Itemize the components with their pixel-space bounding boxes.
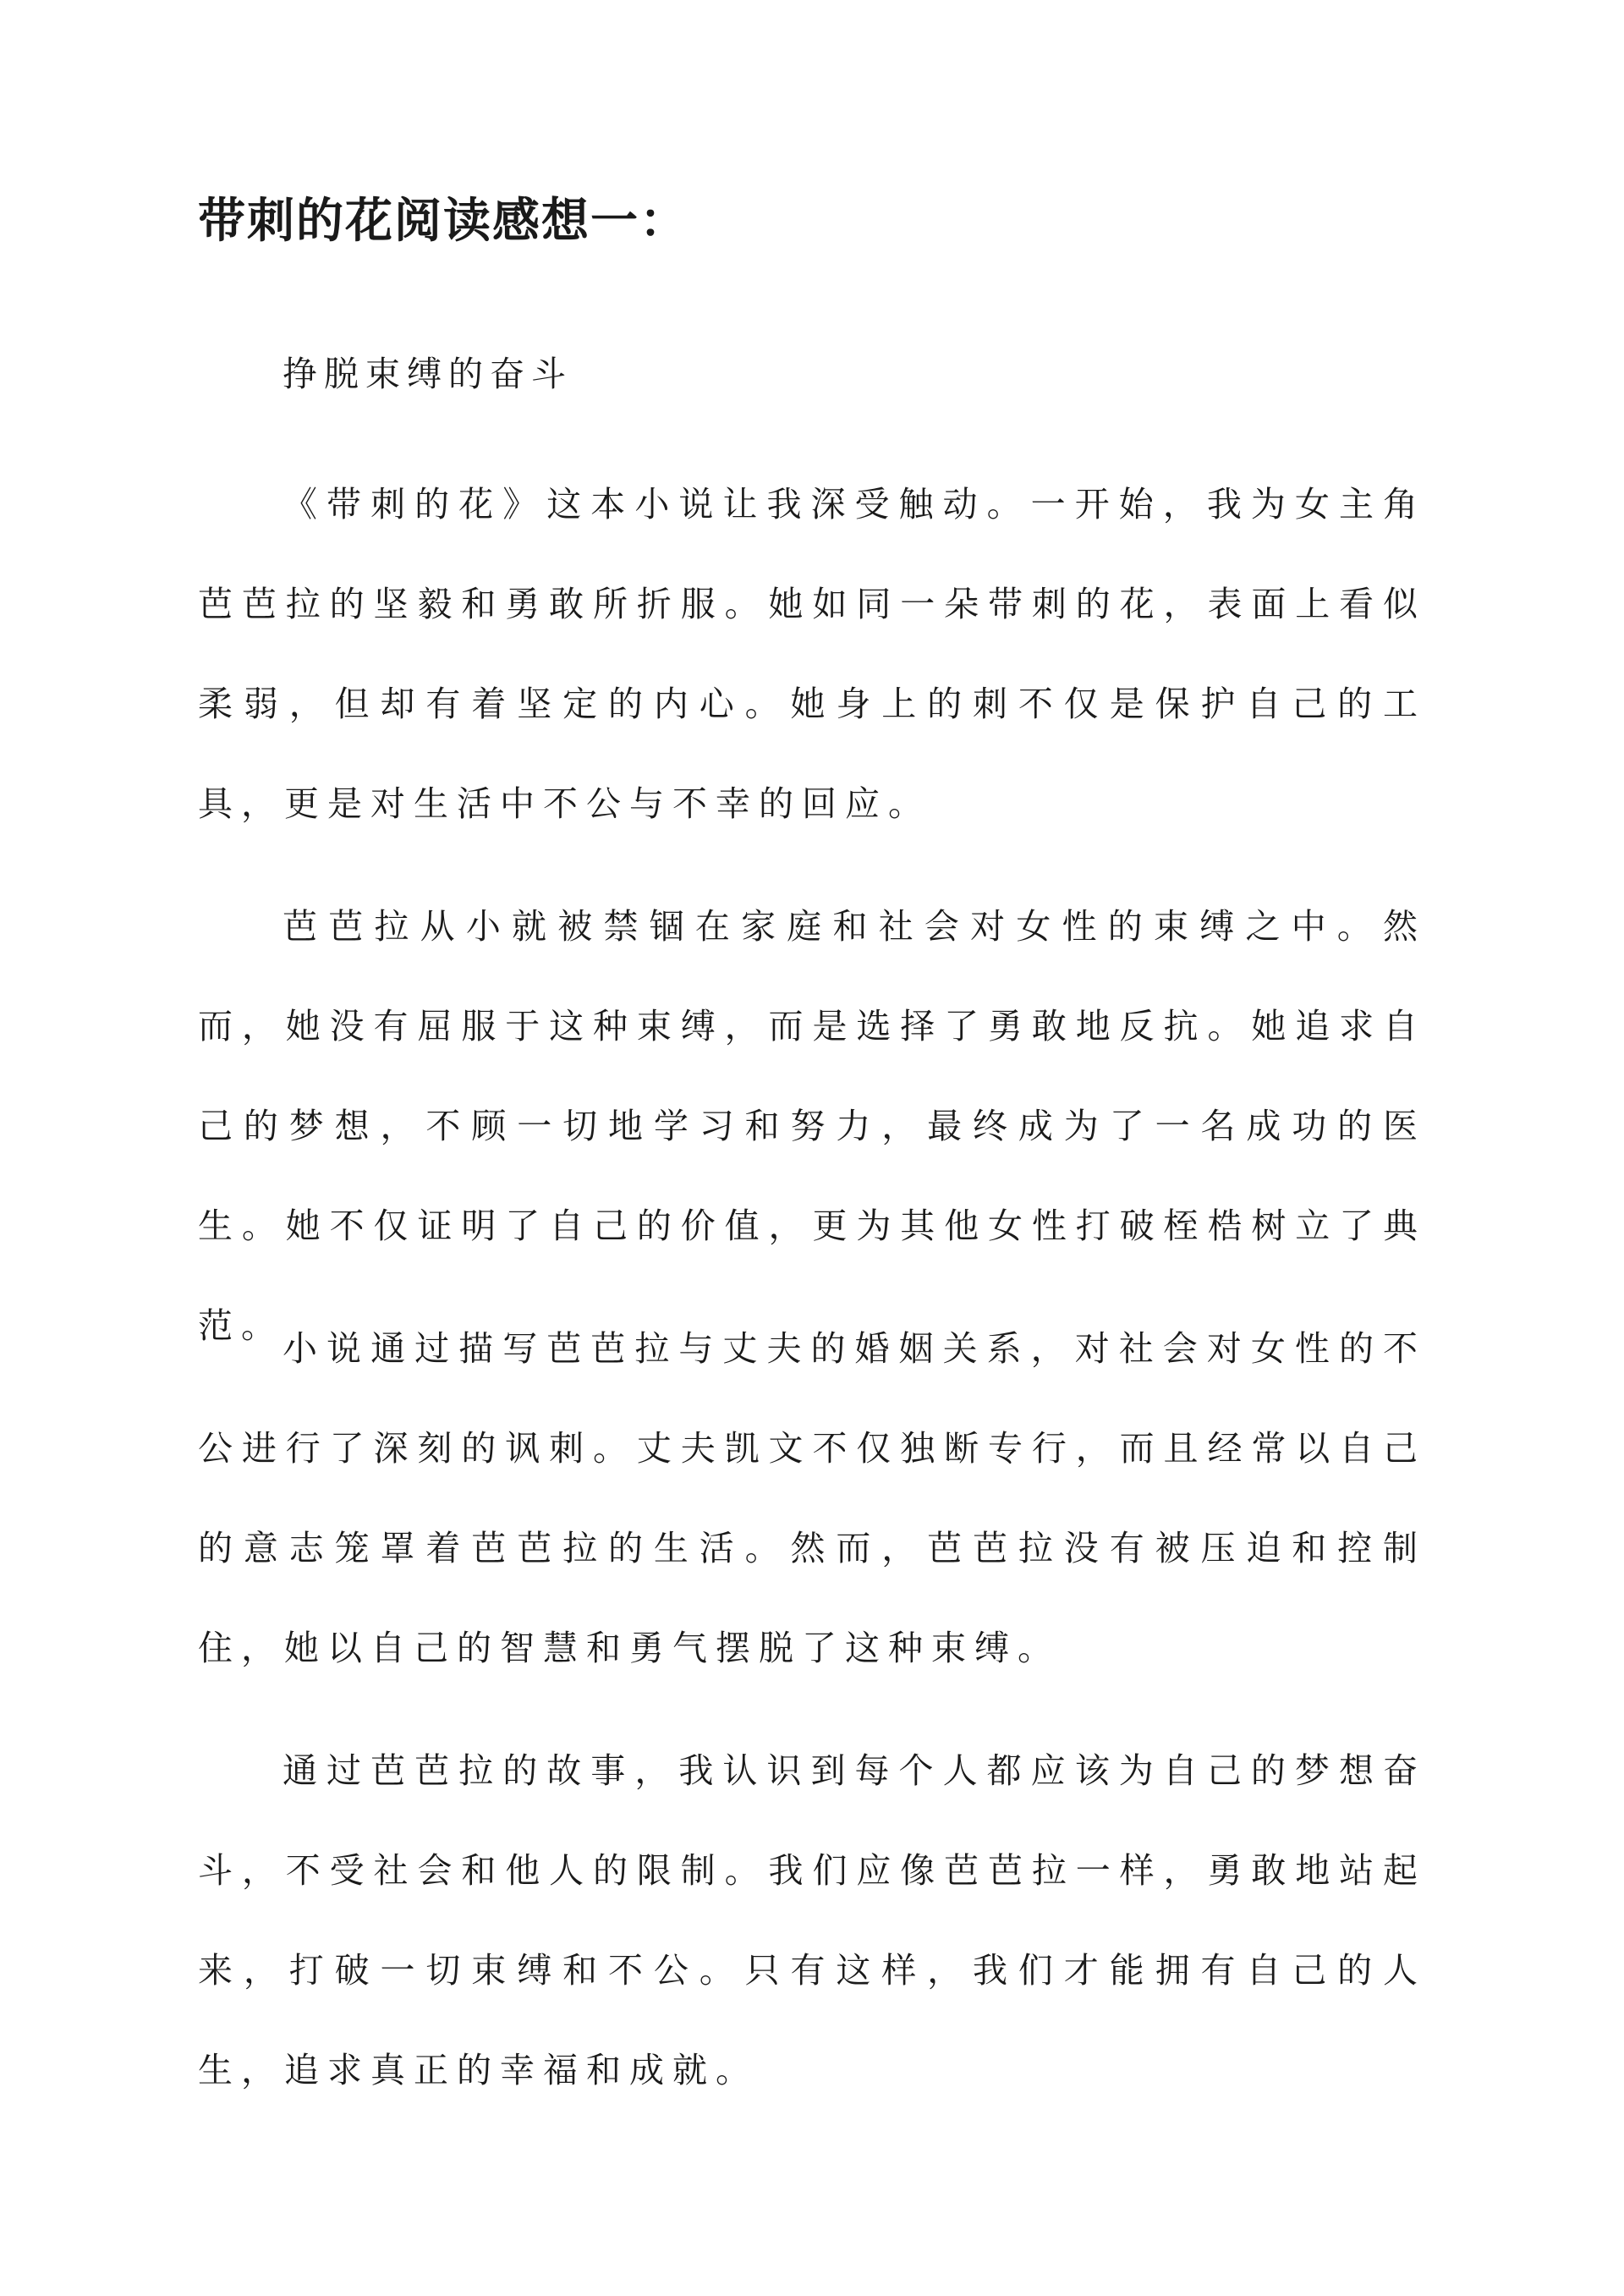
document-subtitle: 挣脱束缚的奋斗	[283, 354, 573, 394]
paragraph-2: 芭芭拉从小就被禁锢在家庭和社会对女性的束缚之中。然而，她没有屈服于这种束缚，而是选择了勇敢地反抗。她追求自己的梦想，不顾一切地学习和努力，最终成为了一名成功的医生。她不仅证明了自己的价值，更为其他女性打破桎梏树立了典范。	[198, 906, 1426, 1346]
paragraph-1: 《带刺的花》这本小说让我深受触动。一开始，我为女主角芭芭拉的坚毅和勇敢所折服。她如同一朵带刺的花，表面上看似柔弱，但却有着坚定的内心。她身上的刺不仅是保护自己的工具，更是对生活中不公与不幸的回应。	[198, 484, 1426, 824]
paragraph-4: 通过芭芭拉的故事，我认识到每个人都应该为自己的梦想奋斗，不受社会和他人的限制。我们应像芭芭拉一样，勇敢地站起来，打破一切束缚和不公。只有这样，我们才能拥有自己的人生，追求真正的幸福和成就。	[198, 1750, 1426, 2090]
document-title: 带刺的花阅读感想一：	[198, 193, 689, 249]
paragraph-3: 小说通过描写芭芭拉与丈夫的婚姻关系，对社会对女性的不公进行了深刻的讽刺。丈夫凯文不仅独断专行，而且经常以自己的意志笼罩着芭芭拉的生活。然而，芭芭拉没有被压迫和控制住，她以自己的智慧和勇气摆脱了这种束缚。	[198, 1328, 1426, 1668]
